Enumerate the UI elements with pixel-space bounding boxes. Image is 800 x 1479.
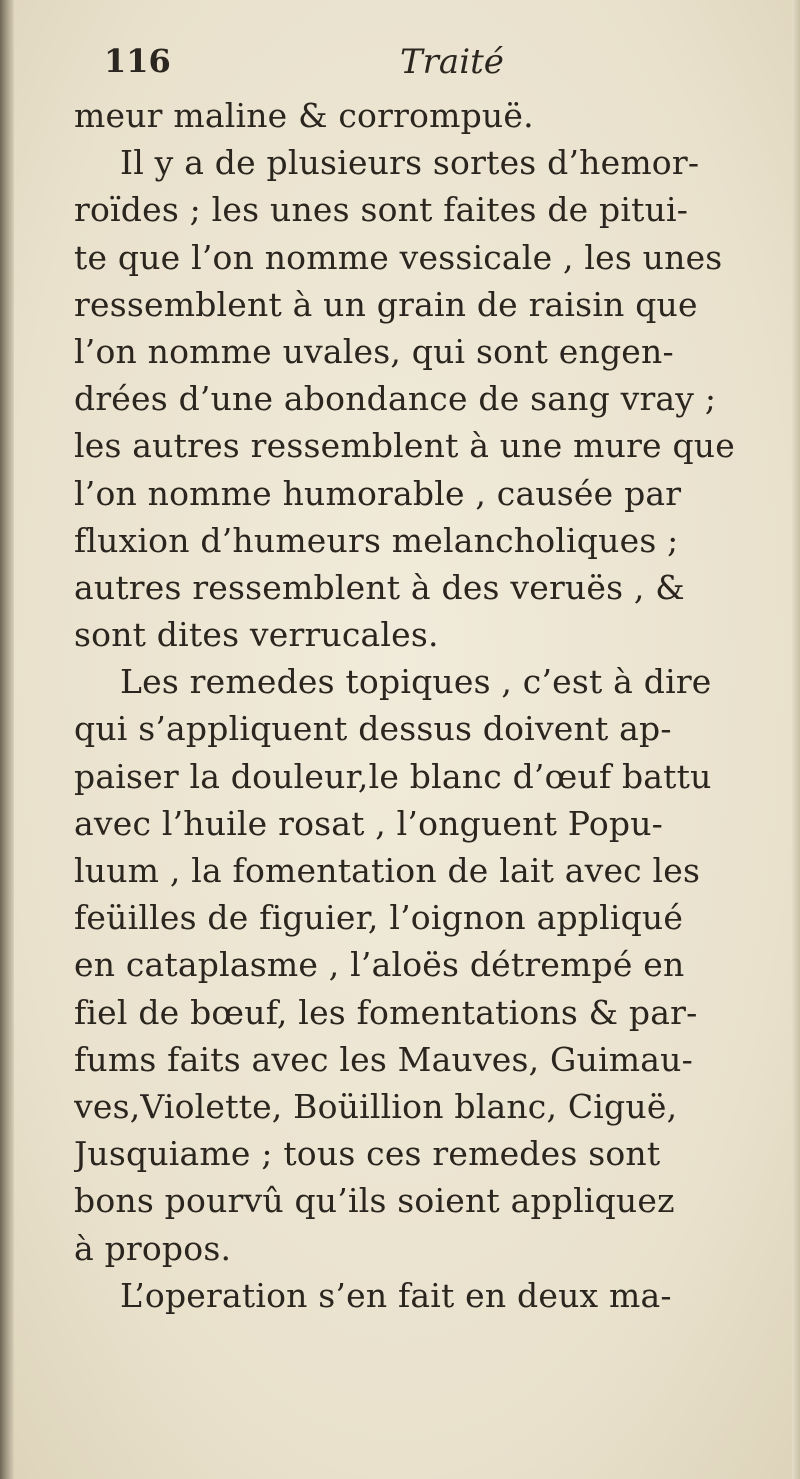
- text-line: ves,Violette, Boüillion blanc, Ciguë,: [74, 1086, 678, 1126]
- text-line: fiel de bœuf, les fomentations & par-: [74, 992, 698, 1032]
- text-line: Les remedes topiques , c’est à dire: [120, 662, 712, 702]
- text-line: luum , la fomentation de lait avec les: [74, 851, 701, 890]
- text-line: Jusquiame ; tous ces remedes sont: [74, 1134, 661, 1174]
- text-line: Il y a de plusieurs sortes d’hemor-: [120, 143, 700, 183]
- text-line: L’operation s’en fait en deux ma-: [120, 1275, 672, 1315]
- text-line: fums faits avec les Mauves, Guimau-: [74, 1039, 693, 1079]
- running-title: Traité: [400, 42, 504, 82]
- page-gutter-shadow: [0, 0, 14, 1479]
- text-line: ressemblent à un grain de raisin que: [74, 284, 698, 324]
- text-line: avec l’huile rosat , l’onguent Popu-: [74, 803, 664, 843]
- body-text: [74, 92, 774, 1319]
- text-line: l’on nomme uvales, qui sont engen-: [74, 331, 674, 371]
- text-line: sont dites verrucales.: [74, 615, 439, 655]
- text-line: feüilles de figuier, l’oignon appliqué: [74, 898, 684, 938]
- text-line: les autres ressemblent à une mure que: [74, 426, 735, 466]
- text-line: fluxion d’humeurs melancholiques ;: [74, 520, 679, 560]
- text-line: autres ressemblent à des veruës , &: [74, 567, 685, 607]
- text-line: à propos.: [74, 1228, 232, 1268]
- text-line: te que l’on nomme vessicale , les unes: [74, 237, 723, 277]
- text-line: meur maline & corrompuë.: [74, 96, 534, 135]
- text-line: en cataplasme , l’aloës détrempé en: [74, 945, 685, 985]
- text-line: qui s’appliquent dessus doivent ap-: [74, 709, 672, 749]
- page-edge: [792, 0, 800, 1479]
- text-line: roïdes ; les unes sont faites de pitui-: [74, 190, 689, 230]
- page-header: [100, 42, 740, 92]
- page-number: 116: [104, 42, 171, 80]
- text-line: drées d’une abondance de sang vray ;: [74, 379, 717, 419]
- text-line: bons pourvû qu’ils soient appliquez: [74, 1181, 675, 1221]
- text-line: paiser la douleur,le blanc d’œuf battu: [74, 756, 712, 796]
- text-line: l’on nomme humorable , causée par: [74, 473, 682, 513]
